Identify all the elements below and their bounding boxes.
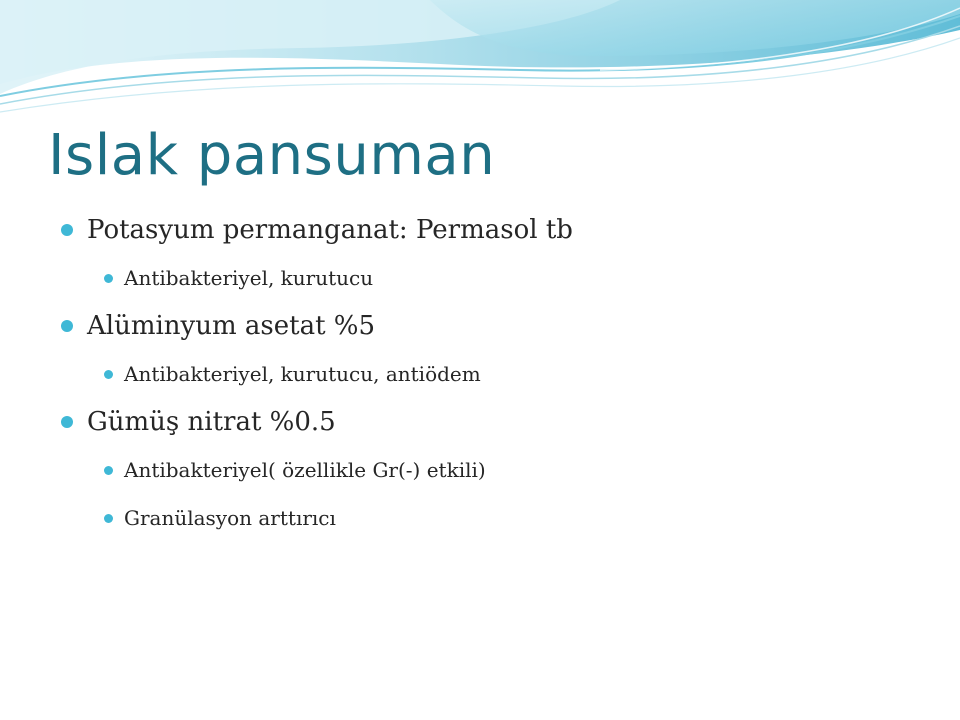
list-item-3	[60, 398, 920, 446]
bullet-dot-icon	[61, 320, 73, 332]
list-subitem-text: Antibakteriyel, kurutucu, antiödem	[124, 362, 481, 386]
bullet-dot-icon	[104, 514, 113, 523]
list-subitem-text: Antibakteriyel( özellikle Gr(-) etkili)	[124, 458, 486, 482]
bullet-dot-icon	[61, 224, 73, 236]
bullet-dot-icon	[104, 370, 113, 379]
list-subitem-text: Granülasyon arttırıcı	[124, 506, 336, 530]
list-item-text: Potasyum permanganat: Permasol tb	[87, 215, 573, 245]
list-subitem-4	[60, 494, 920, 542]
list-item-text: Alüminyum asetat %5	[87, 311, 376, 341]
list-item-1	[60, 206, 920, 254]
list-item-2	[60, 302, 920, 350]
list-subitem-1	[60, 254, 920, 302]
bullet-list	[60, 206, 920, 542]
list-subitem-text: Antibakteriyel, kurutucu	[124, 266, 374, 290]
list-subitem-2	[60, 350, 920, 398]
slide-title: Islak pansuman	[48, 123, 496, 188]
bullet-dot-icon	[104, 274, 113, 283]
header-wave-decoration	[0, 0, 960, 120]
bullet-dot-icon	[104, 466, 113, 475]
bullet-dot-icon	[61, 416, 73, 428]
list-item-text: Gümüş nitrat %0.5	[87, 407, 336, 437]
list-subitem-3	[60, 446, 920, 494]
